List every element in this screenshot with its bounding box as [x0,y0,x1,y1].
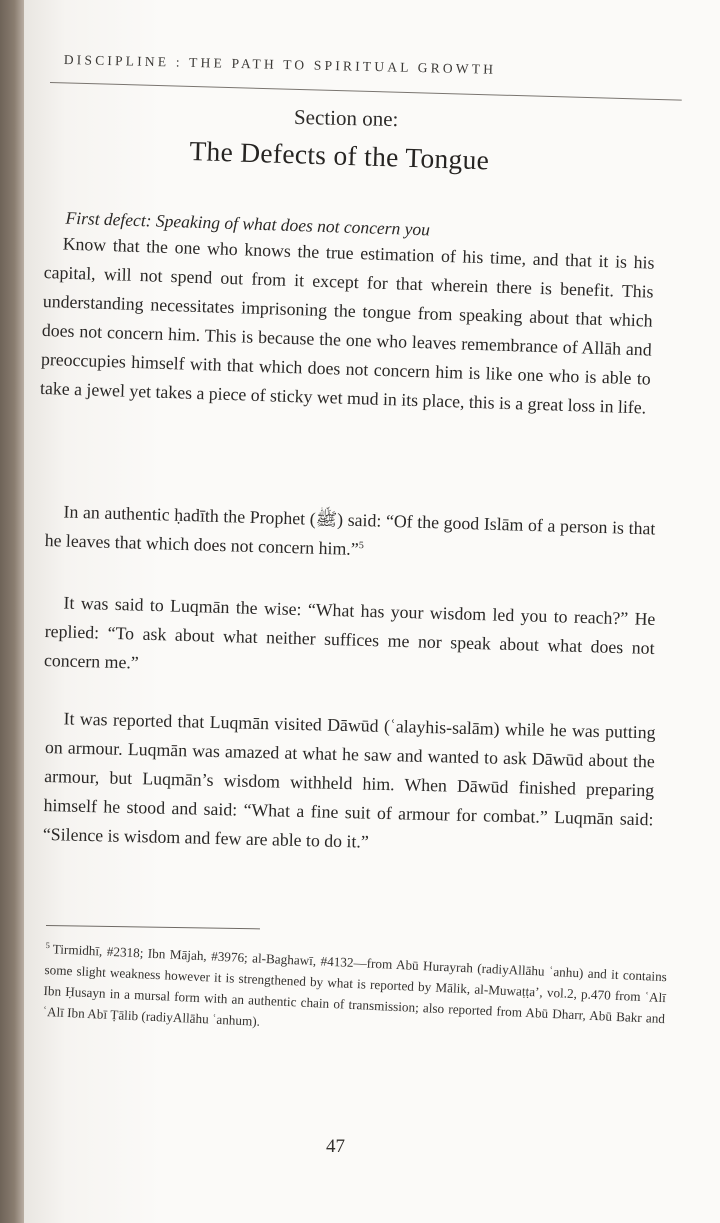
footnote-number: 5 [45,939,51,950]
section-label: Section one: [293,104,399,132]
footnote-reference[interactable]: 5 [358,540,364,552]
page-number: 47 [326,1136,345,1157]
footnote [42,938,667,1050]
body-block-2 [44,497,655,573]
subheading: First defect: Speaking of what does not concern you [65,207,431,240]
footnote-rule [46,925,260,929]
body-block-3 [44,588,656,692]
paragraph-1: Know that the one who knows the true estimation of his time, and that it is his capital, will not spend out from it except for that wherein there is benefit. This understanding necessitates imprisoning the tongue from speaking about that which does not concern him. This is because the one who leaves remembrance of Allāh and preoccupies himself with that which does not concern him is like one who is able to take a jewel yet takes a piece of sticky wet mud in its place, this is a great loss in life. [39,233,655,418]
paragraph-4: It was reported that Luqmān visited Dāwūd (ʿalayhis-salām) while he was putting on armour. Luqmān was amazed at what he saw and wanted to ask Dāwūd about the armour, but Luqmān’s wisdom withheld him. When Dāwūd finished preparing himself he stood and said: “What a fine suit of armour for combat.” Luqmān said: “Silence is wisdom and few are able to do it.” [42,708,656,852]
footnote-text: Tirmidhī, #2318; Ibn Mājah, #3976; al-Baghawī, #4132—from Abū Hurayrah (radiyAllāhu ʿanhu) and it contains some slight weakness however it is strengthened by what is reported by Mālik, al-Muwaṭṭa’, vol.2, p.470 from ʿAlī Ibn Ḥusayn in a mursal form with an authentic chain of transmission; also reported from Abū Dharr, Abū Bakr and ʿAlī Ibn Abī Ṭālib (radiyAllāhu ʿanhum). [42,941,668,1029]
body-block-1 [40,205,656,423]
paragraph-3: It was said to Luqmān the wise: “What has your wisdom led you to reach?” He replied: “To ask about what neither suffices me nor speak about what does not concern me.” [43,592,656,673]
running-header: DISCIPLINE : THE PATH TO SPIRITUAL GROWTH [63,52,497,77]
book-spine-shadow [0,0,24,1223]
book-page [24,0,720,1223]
paragraph-2-text: In an authentic ḥadīth the Prophet (ﷺ) said: “Of the good Islām of a person is that he leaves that which does not concern him.” [44,501,656,560]
paragraph-2 [44,497,655,573]
chapter-title: The Defects of the Tongue [189,135,490,176]
header-rule [50,82,682,101]
body-block-4 [43,704,656,863]
